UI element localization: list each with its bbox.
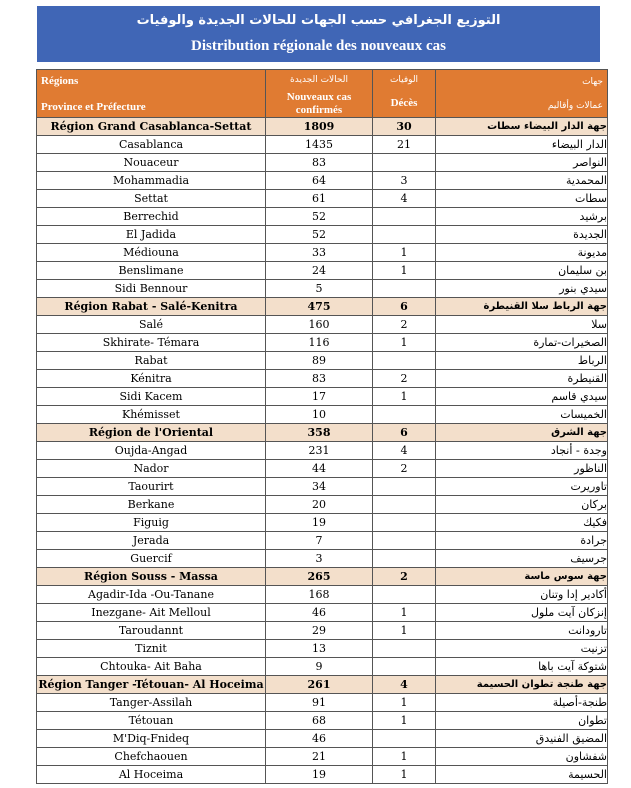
- province-row: [37, 550, 608, 568]
- row-arabic-name: الحسيمة: [436, 766, 608, 784]
- province-row: [37, 442, 608, 460]
- header-cases-french: Nouveaux cas confirmés: [286, 91, 352, 116]
- row-cases: 21: [266, 748, 373, 766]
- province-row: [37, 532, 608, 550]
- row-name: Settat: [37, 190, 266, 208]
- province-row: [37, 640, 608, 658]
- province-row: [37, 766, 608, 784]
- row-name: Oujda-Angad: [37, 442, 266, 460]
- row-deaths: [373, 640, 436, 658]
- row-arabic-name: تطوان: [436, 712, 608, 730]
- province-row: [37, 658, 608, 676]
- row-cases: 231: [266, 442, 373, 460]
- row-name: Berkane: [37, 496, 266, 514]
- row-deaths: 2: [373, 370, 436, 388]
- row-arabic-name: شتوكة آيت باها: [436, 658, 608, 676]
- province-row: [37, 712, 608, 730]
- row-cases: 52: [266, 208, 373, 226]
- row-name: Rabat: [37, 352, 266, 370]
- row-name: Guercif: [37, 550, 266, 568]
- row-name: Kénitra: [37, 370, 266, 388]
- row-arabic-name: المضيق الفنيدق: [436, 730, 608, 748]
- row-cases: 83: [266, 154, 373, 172]
- province-row: [37, 262, 608, 280]
- row-deaths: [373, 154, 436, 172]
- row-arabic-name: الناظور: [436, 460, 608, 478]
- row-name: Région Grand Casablanca-Settat: [37, 118, 266, 136]
- row-arabic-name: الجديدة: [436, 226, 608, 244]
- row-cases: 91: [266, 694, 373, 712]
- province-row: [37, 208, 608, 226]
- title-arabic: التوزيع الجغرافي حسب الجهات للحالات الجديدة والوفيات: [136, 13, 501, 28]
- row-arabic-name: جهة الرباط سلا القنيطرة: [436, 298, 608, 316]
- row-deaths: 6: [373, 298, 436, 316]
- province-row: [37, 694, 608, 712]
- row-name: Tanger-Assilah: [37, 694, 266, 712]
- row-cases: 64: [266, 172, 373, 190]
- row-deaths: 1: [373, 244, 436, 262]
- row-name: Mohammadia: [37, 172, 266, 190]
- province-row: [37, 496, 608, 514]
- row-cases: 475: [266, 298, 373, 316]
- row-deaths: 4: [373, 190, 436, 208]
- row-cases: 29: [266, 622, 373, 640]
- region-row: [37, 568, 608, 586]
- header-province-label: Province et Préfecture: [41, 101, 146, 113]
- row-name: Tiznit: [37, 640, 266, 658]
- row-cases: 33: [266, 244, 373, 262]
- title-french: Distribution régionale des nouveaux cas: [190, 38, 446, 54]
- row-name: Nador: [37, 460, 266, 478]
- header-deaths-french: Décès: [390, 97, 418, 109]
- row-deaths: [373, 496, 436, 514]
- row-deaths: [373, 532, 436, 550]
- row-deaths: 1: [373, 766, 436, 784]
- row-deaths: 4: [373, 442, 436, 460]
- province-row: [37, 478, 608, 496]
- row-arabic-name: الرباط: [436, 352, 608, 370]
- row-name: Tétouan: [37, 712, 266, 730]
- province-row: [37, 226, 608, 244]
- row-name: El Jadida: [37, 226, 266, 244]
- province-row: [37, 406, 608, 424]
- row-cases: 61: [266, 190, 373, 208]
- province-row: [37, 280, 608, 298]
- row-cases: 52: [266, 226, 373, 244]
- row-arabic-name: جرادة: [436, 532, 608, 550]
- row-name: Taroudannt: [37, 622, 266, 640]
- row-deaths: 3: [373, 172, 436, 190]
- row-arabic-name: وجدة - أنجاد: [436, 442, 608, 460]
- row-cases: 3: [266, 550, 373, 568]
- row-deaths: 2: [373, 460, 436, 478]
- row-arabic-name: شفشاون: [436, 748, 608, 766]
- row-arabic-name: سطات: [436, 190, 608, 208]
- row-arabic-name: سيدي قاسم: [436, 388, 608, 406]
- province-row: [37, 586, 608, 604]
- row-cases: 1809: [266, 118, 373, 136]
- row-cases: 20: [266, 496, 373, 514]
- province-row: [37, 316, 608, 334]
- row-arabic-name: بركان: [436, 496, 608, 514]
- row-arabic-name: تزنيت: [436, 640, 608, 658]
- row-arabic-name: الدار البيضاء: [436, 136, 608, 154]
- row-deaths: 1: [373, 748, 436, 766]
- row-deaths: 1: [373, 712, 436, 730]
- header-regions-arabic: جهات: [582, 77, 603, 87]
- table-header: [37, 70, 608, 118]
- row-arabic-name: طنجة-أصيلة: [436, 694, 608, 712]
- row-cases: 34: [266, 478, 373, 496]
- header-arabic-regions: [436, 70, 608, 118]
- province-row: [37, 514, 608, 532]
- row-deaths: 21: [373, 136, 436, 154]
- region-row: [37, 676, 608, 694]
- row-deaths: [373, 550, 436, 568]
- row-arabic-name: جهة الدار البيضاء سطات: [436, 118, 608, 136]
- row-name: Chefchaouen: [37, 748, 266, 766]
- header-region-province: [37, 70, 266, 118]
- row-name: Chtouka- Ait Baha: [37, 658, 266, 676]
- province-row: [37, 730, 608, 748]
- region-row: [37, 298, 608, 316]
- province-row: [37, 352, 608, 370]
- row-cases: 168: [266, 586, 373, 604]
- row-arabic-name: المحمدية: [436, 172, 608, 190]
- row-arabic-name: سيدي بنور: [436, 280, 608, 298]
- row-name: Benslimane: [37, 262, 266, 280]
- row-deaths: [373, 352, 436, 370]
- row-deaths: 1: [373, 388, 436, 406]
- province-row: [37, 172, 608, 190]
- row-cases: 358: [266, 424, 373, 442]
- row-arabic-name: جهة الشرق: [436, 424, 608, 442]
- row-name: Salé: [37, 316, 266, 334]
- province-row: [37, 370, 608, 388]
- province-row: [37, 460, 608, 478]
- row-name: Casablanca: [37, 136, 266, 154]
- row-arabic-name: سلا: [436, 316, 608, 334]
- row-cases: 17: [266, 388, 373, 406]
- row-name: Sidi Bennour: [37, 280, 266, 298]
- row-deaths: 1: [373, 622, 436, 640]
- header-deaths-arabic: الوفيات: [389, 75, 419, 85]
- row-deaths: [373, 586, 436, 604]
- row-arabic-name: الصخيرات-تمارة: [436, 334, 608, 352]
- row-arabic-name: إنزكان آيت ملول: [436, 604, 608, 622]
- row-name: Skhirate- Témara: [37, 334, 266, 352]
- regional-cases-table: [36, 69, 608, 784]
- row-name: M'Diq-Fnideq: [37, 730, 266, 748]
- row-cases: 7: [266, 532, 373, 550]
- row-cases: 1435: [266, 136, 373, 154]
- row-name: Al Hoceima: [37, 766, 266, 784]
- row-name: Jerada: [37, 532, 266, 550]
- province-row: [37, 388, 608, 406]
- row-arabic-name: القنيطرة: [436, 370, 608, 388]
- row-name: Région de l'Oriental: [37, 424, 266, 442]
- row-name: Taourirt: [37, 478, 266, 496]
- province-row: [37, 244, 608, 262]
- row-deaths: 1: [373, 604, 436, 622]
- province-row: [37, 748, 608, 766]
- row-name: Région Souss - Massa: [37, 568, 266, 586]
- row-name: Région Tanger -Tétouan- Al Hoceima: [37, 676, 266, 694]
- header-new-cases: [266, 70, 373, 118]
- row-deaths: [373, 514, 436, 532]
- row-cases: 89: [266, 352, 373, 370]
- row-cases: 83: [266, 370, 373, 388]
- province-row: [37, 136, 608, 154]
- row-deaths: 1: [373, 262, 436, 280]
- row-arabic-name: بن سليمان: [436, 262, 608, 280]
- row-arabic-name: مديونة: [436, 244, 608, 262]
- row-name: Région Rabat - Salé-Kenitra: [37, 298, 266, 316]
- row-name: Berrechid: [37, 208, 266, 226]
- row-deaths: 2: [373, 316, 436, 334]
- row-cases: 9: [266, 658, 373, 676]
- header-provinces-arabic: عمالات وأقاليم: [547, 101, 603, 111]
- row-arabic-name: جرسيف: [436, 550, 608, 568]
- row-arabic-name: جهة سوس ماسة: [436, 568, 608, 586]
- row-arabic-name: فكيك: [436, 514, 608, 532]
- row-arabic-name: تاوريرت: [436, 478, 608, 496]
- row-cases: 68: [266, 712, 373, 730]
- row-deaths: [373, 730, 436, 748]
- province-row: [37, 190, 608, 208]
- table-body: [37, 118, 608, 784]
- row-cases: 160: [266, 316, 373, 334]
- row-name: Figuig: [37, 514, 266, 532]
- row-deaths: 30: [373, 118, 436, 136]
- row-cases: 265: [266, 568, 373, 586]
- row-cases: 46: [266, 730, 373, 748]
- row-deaths: [373, 280, 436, 298]
- row-deaths: 4: [373, 676, 436, 694]
- row-deaths: 6: [373, 424, 436, 442]
- row-name: Médiouna: [37, 244, 266, 262]
- province-row: [37, 622, 608, 640]
- row-arabic-name: النواصر: [436, 154, 608, 172]
- province-row: [37, 334, 608, 352]
- row-cases: 19: [266, 514, 373, 532]
- row-deaths: 2: [373, 568, 436, 586]
- row-name: Agadir-Ida -Ou-Tanane: [37, 586, 266, 604]
- header-deaths: [373, 70, 436, 118]
- region-row: [37, 118, 608, 136]
- row-deaths: 1: [373, 694, 436, 712]
- row-deaths: [373, 658, 436, 676]
- row-cases: 261: [266, 676, 373, 694]
- row-cases: 5: [266, 280, 373, 298]
- header-cases-arabic: الحالات الجديدة: [290, 75, 348, 85]
- row-deaths: [373, 406, 436, 424]
- row-deaths: [373, 226, 436, 244]
- row-cases: 44: [266, 460, 373, 478]
- row-deaths: 1: [373, 334, 436, 352]
- province-row: [37, 154, 608, 172]
- row-deaths: [373, 208, 436, 226]
- row-cases: 46: [266, 604, 373, 622]
- row-arabic-name: جهة طنجة تطوان الحسيمة: [436, 676, 608, 694]
- row-cases: 13: [266, 640, 373, 658]
- row-cases: 19: [266, 766, 373, 784]
- row-arabic-name: تارودانت: [436, 622, 608, 640]
- row-cases: 116: [266, 334, 373, 352]
- row-name: Khémisset: [37, 406, 266, 424]
- header-regions-label: Régions: [41, 75, 79, 87]
- row-arabic-name: الخميسات: [436, 406, 608, 424]
- row-name: Inezgane- Ait Melloul: [37, 604, 266, 622]
- row-name: Nouaceur: [37, 154, 266, 172]
- row-arabic-name: برشيد: [436, 208, 608, 226]
- title-banner: [37, 6, 600, 62]
- region-row: [37, 424, 608, 442]
- row-name: Sidi Kacem: [37, 388, 266, 406]
- row-cases: 24: [266, 262, 373, 280]
- row-deaths: [373, 478, 436, 496]
- province-row: [37, 604, 608, 622]
- row-cases: 10: [266, 406, 373, 424]
- row-arabic-name: أكادير إدا وتنان: [436, 586, 608, 604]
